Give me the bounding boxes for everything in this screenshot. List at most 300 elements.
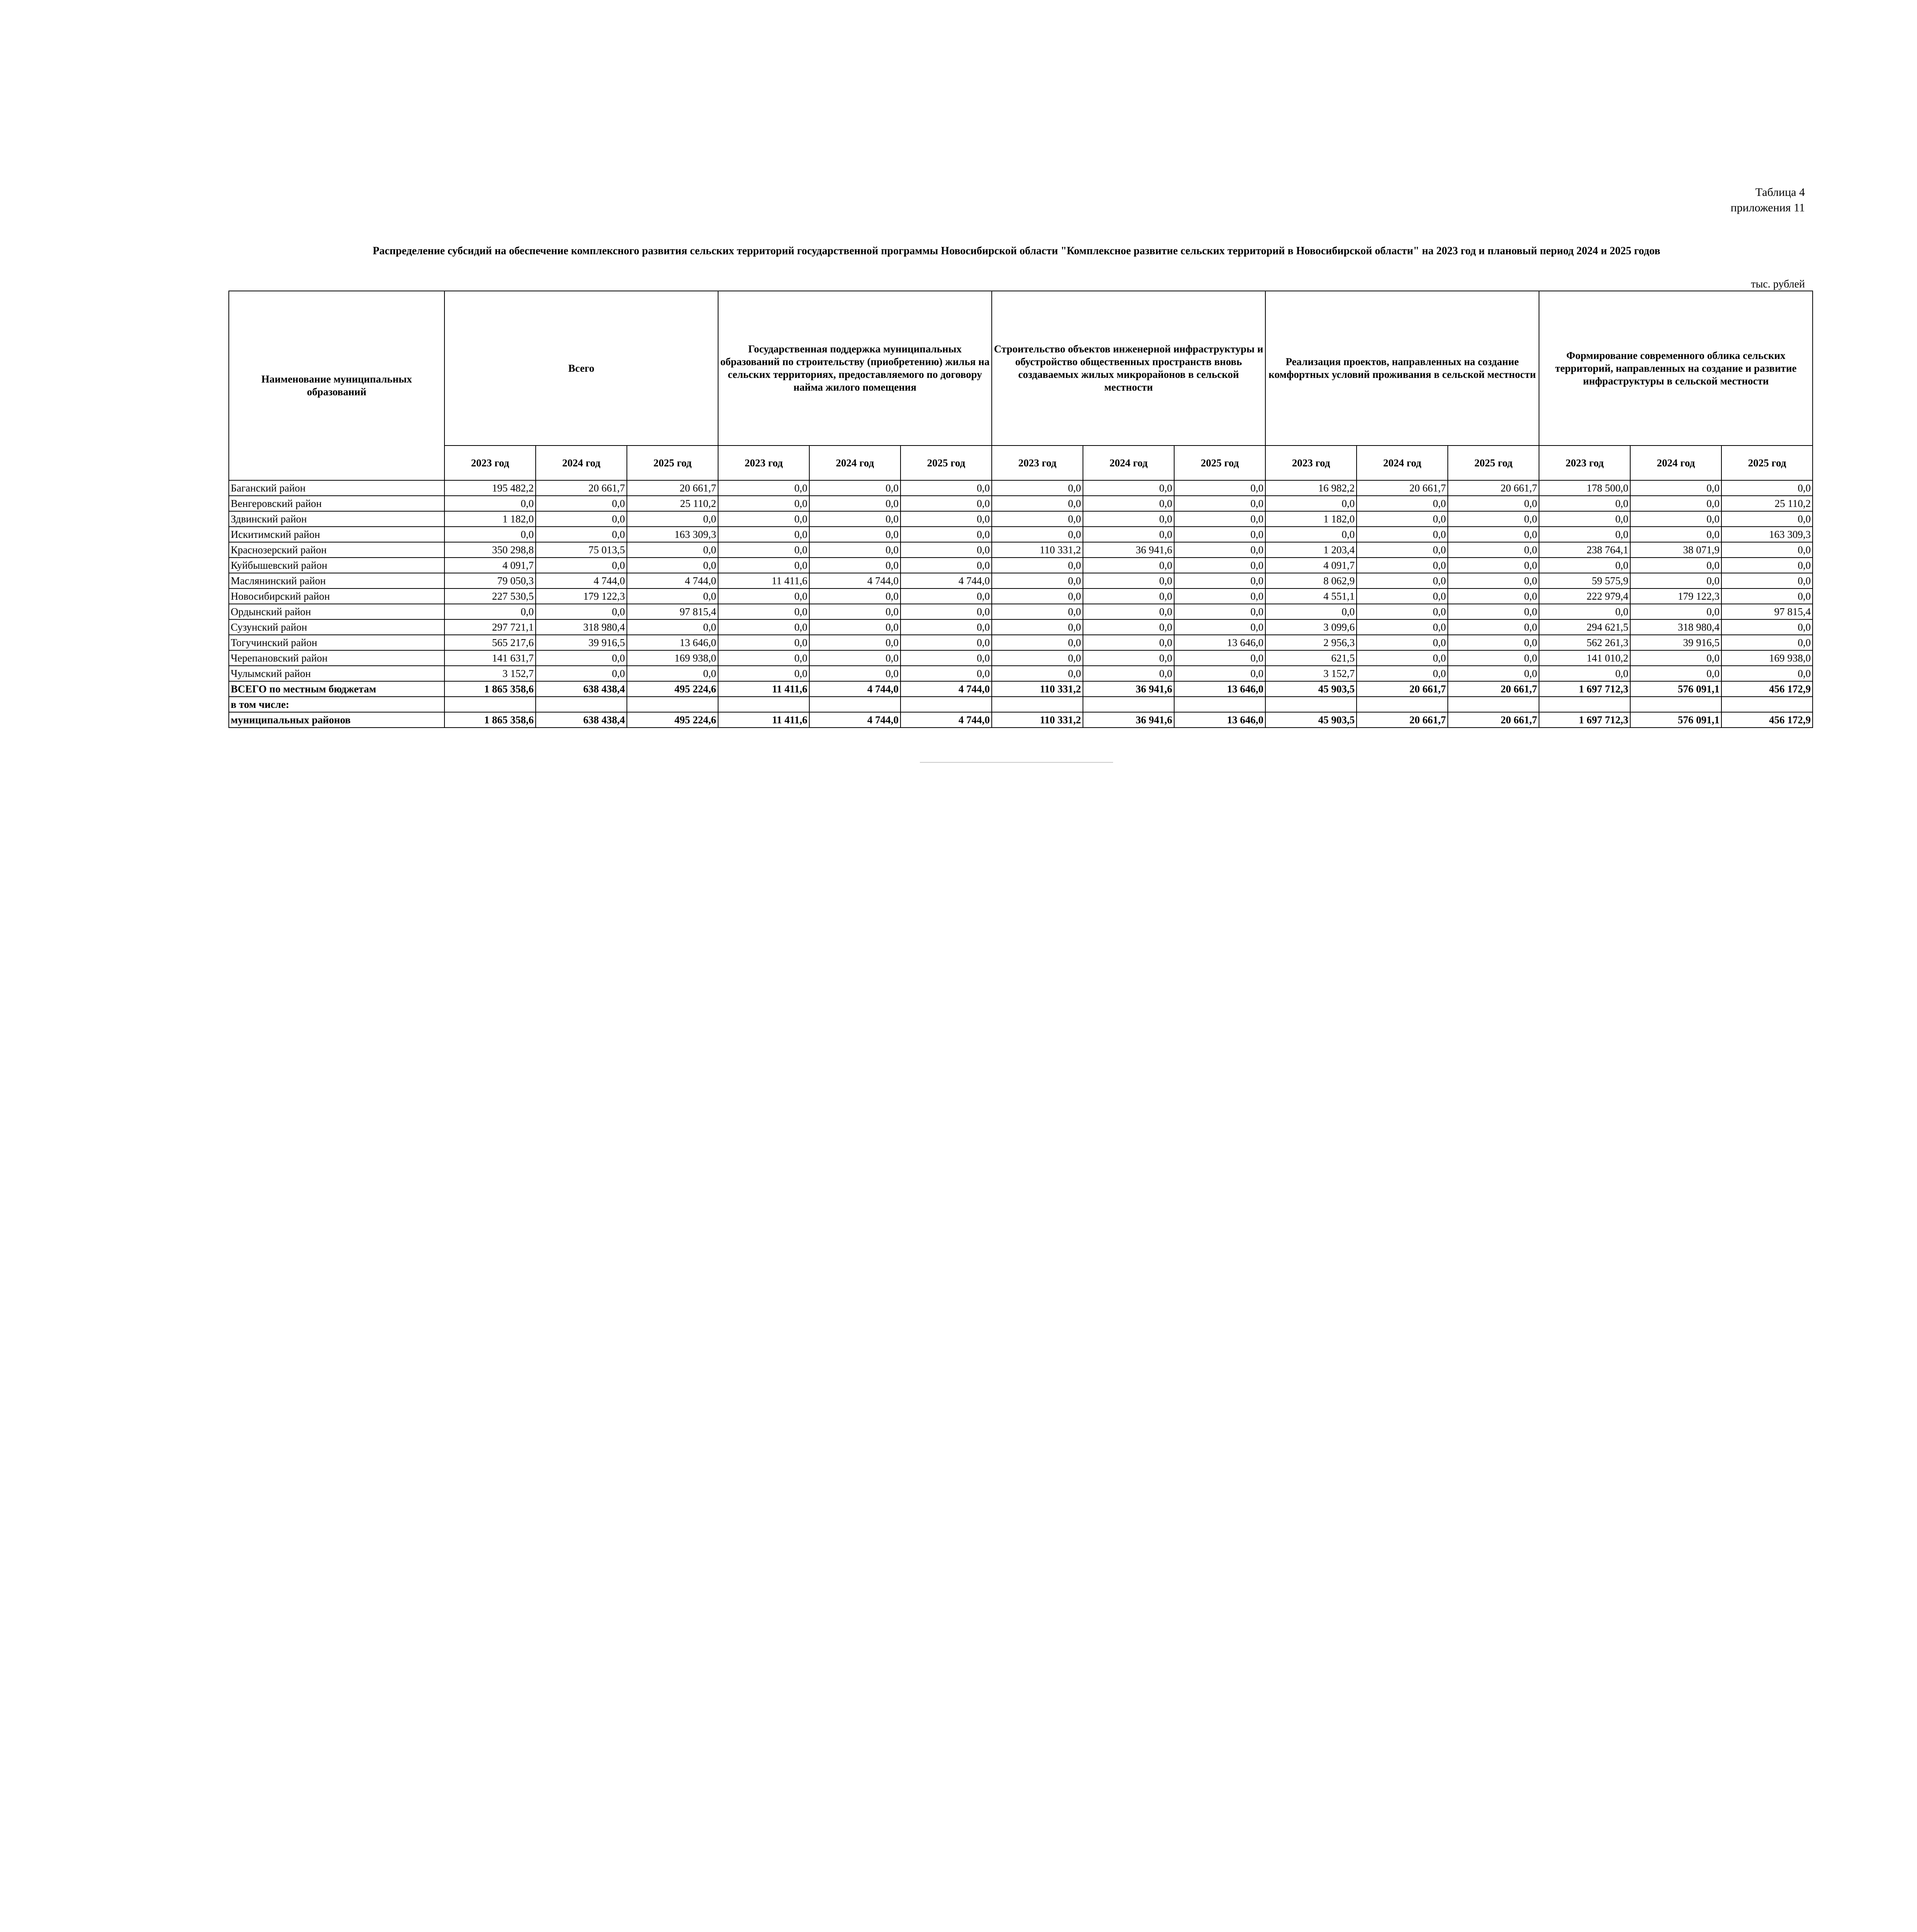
cell-value: 4 744,0 xyxy=(809,681,901,697)
cell-value: 20 661,7 xyxy=(1357,712,1448,728)
cell-value: 39 916,5 xyxy=(1630,635,1721,650)
year-header: 2023 год xyxy=(444,446,536,480)
row-name: Тогучинский район xyxy=(229,635,444,650)
cell-value: 0,0 xyxy=(901,588,992,604)
cell-value: 0,0 xyxy=(1448,635,1539,650)
cell-value: 0,0 xyxy=(901,558,992,573)
cell-value: 20 661,7 xyxy=(627,480,718,496)
cell-value: 110 331,2 xyxy=(992,681,1083,697)
cell-value: 1 203,4 xyxy=(1265,542,1357,558)
cell-value: 0,0 xyxy=(992,588,1083,604)
cell-value: 110 331,2 xyxy=(992,542,1083,558)
cell-value: 0,0 xyxy=(627,558,718,573)
cell-value: 45 903,5 xyxy=(1265,681,1357,697)
table-header xyxy=(229,291,1813,480)
cell-value: 0,0 xyxy=(809,480,901,496)
cell-value: 0,0 xyxy=(1174,619,1265,635)
table-number-label: Таблица 4 xyxy=(1755,186,1805,199)
cell-value: 0,0 xyxy=(809,650,901,666)
cell-value: 0,0 xyxy=(809,666,901,681)
year-header: 2024 год xyxy=(1357,446,1448,480)
cell-value: 0,0 xyxy=(1265,604,1357,619)
table-row xyxy=(229,604,1813,619)
cell-value: 0,0 xyxy=(718,588,809,604)
cell-value: 4 091,7 xyxy=(1265,558,1357,573)
cell-value: 0,0 xyxy=(627,542,718,558)
cell-value: 13 646,0 xyxy=(1174,712,1265,728)
cell-value: 0,0 xyxy=(1357,619,1448,635)
year-header-row xyxy=(229,446,1813,480)
document-title: Распределение субсидий на обеспечение комплексного развития сельских территорий государственной программы Новосибирской области "Комплексное развитие сельских территорий в Новосибирской области" на 2023 год и плановый период 2024 и 2025 годов xyxy=(373,245,1660,257)
cell-value: 0,0 xyxy=(1448,527,1539,542)
cell-value: 0,0 xyxy=(536,604,627,619)
cell-value: 0,0 xyxy=(1083,496,1174,511)
cell-value: 0,0 xyxy=(1630,511,1721,527)
table-row xyxy=(229,712,1813,728)
cell-value: 0,0 xyxy=(1721,480,1813,496)
cell-value: 195 482,2 xyxy=(444,480,536,496)
cell-value: 4 744,0 xyxy=(901,712,992,728)
cell-value: 0,0 xyxy=(1174,527,1265,542)
cell-value: 11 411,6 xyxy=(718,681,809,697)
cell-value: 0,0 xyxy=(1448,666,1539,681)
cell-value: 0,0 xyxy=(1630,558,1721,573)
cell-value: 0,0 xyxy=(901,604,992,619)
cell-value: 11 411,6 xyxy=(718,573,809,588)
cell-value: 0,0 xyxy=(1083,604,1174,619)
cell-value: 0,0 xyxy=(901,666,992,681)
cell-value: 0,0 xyxy=(1721,542,1813,558)
cell-value: 8 062,9 xyxy=(1265,573,1357,588)
cell-value: 1 182,0 xyxy=(1265,511,1357,527)
cell-value: 38 071,9 xyxy=(1630,542,1721,558)
cell-value: 0,0 xyxy=(1265,496,1357,511)
cell-value: 238 764,1 xyxy=(1539,542,1630,558)
cell-value: 456 172,9 xyxy=(1721,681,1813,697)
cell-value: 0,0 xyxy=(1448,604,1539,619)
cell-value: 178 500,0 xyxy=(1539,480,1630,496)
cell-value: 0,0 xyxy=(1630,496,1721,511)
year-header: 2025 год xyxy=(627,446,718,480)
row-name: Чулымский район xyxy=(229,666,444,681)
group-header-housing-support: Государственная поддержка муниципальных образований по строительству (приобретению) жилья на сельских территориях, предоставляемого по договору найма жилого помещения xyxy=(718,291,992,446)
cell-value: 0,0 xyxy=(809,635,901,650)
name-column-header: Наименование муниципальных образований xyxy=(229,291,444,480)
separator-line xyxy=(920,762,1113,763)
cell-value: 0,0 xyxy=(444,604,536,619)
empty-cell xyxy=(809,697,901,712)
group-header-comfort-projects: Реализация проектов, направленных на создание комфортных условий проживания в сельской местности xyxy=(1265,291,1539,446)
cell-value: 0,0 xyxy=(627,619,718,635)
table-row xyxy=(229,527,1813,542)
table-row xyxy=(229,619,1813,635)
cell-value: 456 172,9 xyxy=(1721,712,1813,728)
cell-value: 39 916,5 xyxy=(536,635,627,650)
cell-value: 222 979,4 xyxy=(1539,588,1630,604)
cell-value: 0,0 xyxy=(1174,558,1265,573)
cell-value: 0,0 xyxy=(1721,666,1813,681)
unit-label: тыс. рублей xyxy=(1751,278,1805,290)
cell-value: 20 661,7 xyxy=(1448,480,1539,496)
cell-value: 169 938,0 xyxy=(627,650,718,666)
cell-value: 0,0 xyxy=(536,527,627,542)
cell-value: 0,0 xyxy=(809,588,901,604)
cell-value: 0,0 xyxy=(1265,527,1357,542)
cell-value: 25 110,2 xyxy=(627,496,718,511)
cell-value: 0,0 xyxy=(1721,511,1813,527)
table-reference xyxy=(1623,185,1805,216)
cell-value: 163 309,3 xyxy=(627,527,718,542)
cell-value: 0,0 xyxy=(1357,527,1448,542)
empty-cell xyxy=(718,697,809,712)
cell-value: 0,0 xyxy=(1357,650,1448,666)
cell-value: 0,0 xyxy=(809,558,901,573)
cell-value: 0,0 xyxy=(1448,496,1539,511)
empty-cell xyxy=(992,697,1083,712)
cell-value: 495 224,6 xyxy=(627,712,718,728)
table-row xyxy=(229,681,1813,697)
cell-value: 0,0 xyxy=(1539,511,1630,527)
cell-value: 20 661,7 xyxy=(1448,681,1539,697)
cell-value: 0,0 xyxy=(1174,542,1265,558)
cell-value: 4 744,0 xyxy=(809,712,901,728)
cell-value: 3 152,7 xyxy=(444,666,536,681)
table-row xyxy=(229,588,1813,604)
cell-value: 4 551,1 xyxy=(1265,588,1357,604)
cell-value: 0,0 xyxy=(536,511,627,527)
row-name: Баганский район xyxy=(229,480,444,496)
empty-cell xyxy=(444,697,536,712)
cell-value: 36 941,6 xyxy=(1083,542,1174,558)
cell-value: 0,0 xyxy=(1448,619,1539,635)
cell-value: 0,0 xyxy=(1174,604,1265,619)
cell-value: 0,0 xyxy=(1174,496,1265,511)
cell-value: 0,0 xyxy=(992,558,1083,573)
table-body xyxy=(229,480,1813,728)
cell-value: 4 744,0 xyxy=(627,573,718,588)
including-row xyxy=(229,697,1813,712)
cell-value: 97 815,4 xyxy=(1721,604,1813,619)
cell-value: 0,0 xyxy=(444,527,536,542)
cell-value: 1 697 712,3 xyxy=(1539,712,1630,728)
cell-value: 11 411,6 xyxy=(718,712,809,728)
year-header: 2024 год xyxy=(1083,446,1174,480)
empty-cell xyxy=(1083,697,1174,712)
cell-value: 350 298,8 xyxy=(444,542,536,558)
cell-value: 621,5 xyxy=(1265,650,1357,666)
table-row xyxy=(229,480,1813,496)
cell-value: 141 631,7 xyxy=(444,650,536,666)
cell-value: 13 646,0 xyxy=(627,635,718,650)
cell-value: 59 575,9 xyxy=(1539,573,1630,588)
year-header: 2023 год xyxy=(1265,446,1357,480)
empty-cell xyxy=(1721,697,1813,712)
cell-value: 0,0 xyxy=(1630,527,1721,542)
cell-value: 0,0 xyxy=(1083,588,1174,604)
cell-value: 0,0 xyxy=(901,635,992,650)
cell-value: 565 217,6 xyxy=(444,635,536,650)
cell-value: 0,0 xyxy=(1539,666,1630,681)
year-header: 2025 год xyxy=(1174,446,1265,480)
cell-value: 1 865 358,6 xyxy=(444,712,536,728)
cell-value: 0,0 xyxy=(992,480,1083,496)
cell-value: 0,0 xyxy=(1721,573,1813,588)
cell-value: 169 938,0 xyxy=(1721,650,1813,666)
cell-value: 0,0 xyxy=(718,558,809,573)
cell-value: 0,0 xyxy=(1630,650,1721,666)
cell-value: 0,0 xyxy=(1448,650,1539,666)
cell-value: 0,0 xyxy=(901,542,992,558)
table-row xyxy=(229,635,1813,650)
row-name: Ордынский район xyxy=(229,604,444,619)
including-label: в том числе: xyxy=(229,697,444,712)
group-header-modern-appearance: Формирование современного облика сельских территорий, направленных на создание и развитие инфраструктуры в сельской местности xyxy=(1539,291,1813,446)
cell-value: 0,0 xyxy=(809,511,901,527)
cell-value: 0,0 xyxy=(1721,588,1813,604)
cell-value: 0,0 xyxy=(627,588,718,604)
cell-value: 0,0 xyxy=(1448,573,1539,588)
cell-value: 179 122,3 xyxy=(1630,588,1721,604)
cell-value: 4 744,0 xyxy=(536,573,627,588)
cell-value: 576 091,1 xyxy=(1630,681,1721,697)
cell-value: 1 697 712,3 xyxy=(1539,681,1630,697)
cell-value: 0,0 xyxy=(1357,635,1448,650)
cell-value: 0,0 xyxy=(1448,511,1539,527)
appendix-label: приложения 11 xyxy=(1730,201,1805,214)
cell-value: 0,0 xyxy=(1630,480,1721,496)
cell-value: 0,0 xyxy=(1630,604,1721,619)
cell-value: 0,0 xyxy=(1174,588,1265,604)
cell-value: 0,0 xyxy=(901,650,992,666)
cell-value: 4 744,0 xyxy=(901,681,992,697)
cell-value: 20 661,7 xyxy=(1357,681,1448,697)
cell-value: 0,0 xyxy=(1539,604,1630,619)
cell-value: 0,0 xyxy=(1721,635,1813,650)
empty-cell xyxy=(1448,697,1539,712)
cell-value: 0,0 xyxy=(718,496,809,511)
cell-value: 0,0 xyxy=(1721,619,1813,635)
year-header: 2025 год xyxy=(1448,446,1539,480)
table-row xyxy=(229,666,1813,681)
cell-value: 0,0 xyxy=(1357,604,1448,619)
cell-value: 141 010,2 xyxy=(1539,650,1630,666)
cell-value: 75 013,5 xyxy=(536,542,627,558)
table-row xyxy=(229,573,1813,588)
year-header: 2024 год xyxy=(809,446,901,480)
cell-value: 0,0 xyxy=(1539,527,1630,542)
cell-value: 0,0 xyxy=(1448,542,1539,558)
cell-value: 0,0 xyxy=(1357,496,1448,511)
cell-value: 0,0 xyxy=(718,527,809,542)
cell-value: 13 646,0 xyxy=(1174,681,1265,697)
row-name: ВСЕГО по местным бюджетам xyxy=(229,681,444,697)
cell-value: 0,0 xyxy=(536,666,627,681)
year-header: 2025 год xyxy=(1721,446,1813,480)
cell-value: 179 122,3 xyxy=(536,588,627,604)
cell-value: 20 661,7 xyxy=(1448,712,1539,728)
row-name: Черепановский район xyxy=(229,650,444,666)
cell-value: 1 865 358,6 xyxy=(444,681,536,697)
cell-value: 0,0 xyxy=(1083,558,1174,573)
cell-value: 36 941,6 xyxy=(1083,681,1174,697)
cell-value: 227 530,5 xyxy=(444,588,536,604)
cell-value: 0,0 xyxy=(1174,511,1265,527)
cell-value: 0,0 xyxy=(1357,666,1448,681)
empty-cell xyxy=(1174,697,1265,712)
cell-value: 0,0 xyxy=(536,650,627,666)
cell-value: 0,0 xyxy=(1357,573,1448,588)
group-header-total: Всего xyxy=(444,291,718,446)
subsidy-table xyxy=(228,291,1813,728)
cell-value: 638 438,4 xyxy=(536,681,627,697)
cell-value: 294 621,5 xyxy=(1539,619,1630,635)
cell-value: 562 261,3 xyxy=(1539,635,1630,650)
year-header: 2023 год xyxy=(992,446,1083,480)
cell-value: 20 661,7 xyxy=(1357,480,1448,496)
cell-value: 0,0 xyxy=(718,542,809,558)
cell-value: 0,0 xyxy=(1357,558,1448,573)
cell-value: 0,0 xyxy=(901,619,992,635)
cell-value: 0,0 xyxy=(1357,588,1448,604)
cell-value: 16 982,2 xyxy=(1265,480,1357,496)
cell-value: 0,0 xyxy=(1174,573,1265,588)
cell-value: 495 224,6 xyxy=(627,681,718,697)
cell-value: 110 331,2 xyxy=(992,712,1083,728)
cell-value: 0,0 xyxy=(1357,542,1448,558)
table-row xyxy=(229,650,1813,666)
empty-cell xyxy=(536,697,627,712)
cell-value: 0,0 xyxy=(992,619,1083,635)
group-header-infrastructure: Строительство объектов инженерной инфраструктуры и обустройство общественных пространств вновь создаваемых жилых микрорайонов в сельской местности xyxy=(992,291,1265,446)
cell-value: 0,0 xyxy=(536,496,627,511)
cell-value: 0,0 xyxy=(809,619,901,635)
cell-value: 3 152,7 xyxy=(1265,666,1357,681)
row-name: Маслянинский район xyxy=(229,573,444,588)
cell-value: 0,0 xyxy=(1083,480,1174,496)
group-header-row xyxy=(229,291,1813,446)
cell-value: 3 099,6 xyxy=(1265,619,1357,635)
cell-value: 0,0 xyxy=(1083,635,1174,650)
cell-value: 79 050,3 xyxy=(444,573,536,588)
cell-value: 0,0 xyxy=(718,480,809,496)
cell-value: 0,0 xyxy=(1083,573,1174,588)
cell-value: 0,0 xyxy=(992,666,1083,681)
cell-value: 45 903,5 xyxy=(1265,712,1357,728)
cell-value: 0,0 xyxy=(992,496,1083,511)
year-header: 2025 год xyxy=(901,446,992,480)
cell-value: 0,0 xyxy=(627,511,718,527)
row-name: Куйбышевский район xyxy=(229,558,444,573)
cell-value: 25 110,2 xyxy=(1721,496,1813,511)
empty-cell xyxy=(1265,697,1357,712)
cell-value: 0,0 xyxy=(992,527,1083,542)
cell-value: 0,0 xyxy=(1083,666,1174,681)
cell-value: 0,0 xyxy=(992,573,1083,588)
cell-value: 0,0 xyxy=(1174,650,1265,666)
cell-value: 576 091,1 xyxy=(1630,712,1721,728)
cell-value: 318 980,4 xyxy=(536,619,627,635)
cell-value: 0,0 xyxy=(901,511,992,527)
cell-value: 0,0 xyxy=(809,604,901,619)
cell-value: 1 182,0 xyxy=(444,511,536,527)
cell-value: 0,0 xyxy=(901,480,992,496)
cell-value: 0,0 xyxy=(718,619,809,635)
cell-value: 0,0 xyxy=(1083,650,1174,666)
row-name: Сузунский район xyxy=(229,619,444,635)
row-name: Венгеровский район xyxy=(229,496,444,511)
empty-cell xyxy=(627,697,718,712)
cell-value: 20 661,7 xyxy=(536,480,627,496)
cell-value: 297 721,1 xyxy=(444,619,536,635)
row-name: Краснозерский район xyxy=(229,542,444,558)
cell-value: 0,0 xyxy=(1539,496,1630,511)
table-row xyxy=(229,558,1813,573)
cell-value: 4 744,0 xyxy=(901,573,992,588)
cell-value: 0,0 xyxy=(1083,527,1174,542)
empty-cell xyxy=(1357,697,1448,712)
cell-value: 0,0 xyxy=(718,650,809,666)
year-header: 2023 год xyxy=(1539,446,1630,480)
row-name: муниципальных районов xyxy=(229,712,444,728)
cell-value: 0,0 xyxy=(992,511,1083,527)
cell-value: 0,0 xyxy=(992,650,1083,666)
row-name: Искитимский район xyxy=(229,527,444,542)
cell-value: 0,0 xyxy=(1083,511,1174,527)
table-row xyxy=(229,542,1813,558)
cell-value: 0,0 xyxy=(1448,558,1539,573)
cell-value: 0,0 xyxy=(1630,573,1721,588)
year-header: 2023 год xyxy=(718,446,809,480)
table-row xyxy=(229,511,1813,527)
cell-value: 0,0 xyxy=(1539,558,1630,573)
cell-value: 4 744,0 xyxy=(809,573,901,588)
row-name: Новосибирский район xyxy=(229,588,444,604)
cell-value: 0,0 xyxy=(992,635,1083,650)
cell-value: 0,0 xyxy=(1174,480,1265,496)
cell-value: 0,0 xyxy=(809,542,901,558)
empty-cell xyxy=(1630,697,1721,712)
cell-value: 638 438,4 xyxy=(536,712,627,728)
cell-value: 97 815,4 xyxy=(627,604,718,619)
cell-value: 0,0 xyxy=(901,527,992,542)
cell-value: 0,0 xyxy=(1174,666,1265,681)
year-header: 2024 год xyxy=(536,446,627,480)
cell-value: 0,0 xyxy=(1357,511,1448,527)
cell-value: 0,0 xyxy=(627,666,718,681)
table-row xyxy=(229,496,1813,511)
cell-value: 36 941,6 xyxy=(1083,712,1174,728)
empty-cell xyxy=(901,697,992,712)
cell-value: 0,0 xyxy=(992,604,1083,619)
cell-value: 0,0 xyxy=(718,511,809,527)
cell-value: 163 309,3 xyxy=(1721,527,1813,542)
row-name: Здвинский район xyxy=(229,511,444,527)
cell-value: 13 646,0 xyxy=(1174,635,1265,650)
cell-value: 0,0 xyxy=(1448,588,1539,604)
cell-value: 0,0 xyxy=(444,496,536,511)
cell-value: 0,0 xyxy=(809,527,901,542)
cell-value: 318 980,4 xyxy=(1630,619,1721,635)
cell-value: 0,0 xyxy=(718,666,809,681)
cell-value: 0,0 xyxy=(901,496,992,511)
cell-value: 0,0 xyxy=(1083,619,1174,635)
year-header: 2024 год xyxy=(1630,446,1721,480)
cell-value: 0,0 xyxy=(1630,666,1721,681)
cell-value: 4 091,7 xyxy=(444,558,536,573)
cell-value: 2 956,3 xyxy=(1265,635,1357,650)
cell-value: 0,0 xyxy=(1721,558,1813,573)
cell-value: 0,0 xyxy=(536,558,627,573)
